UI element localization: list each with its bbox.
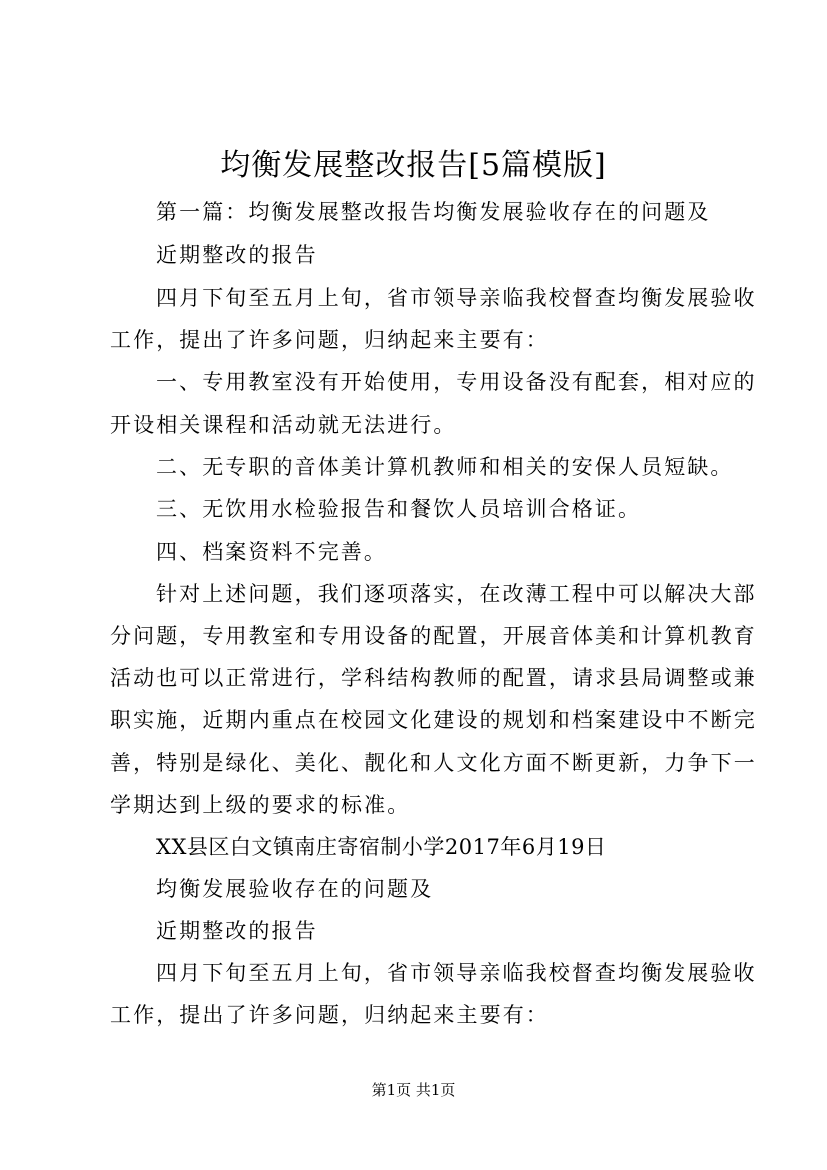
- paragraph-line: 四月下旬至五月上旬，省市领导亲临我校督查均衡发展验收: [156, 286, 757, 310]
- paragraph-line: 一、专用教室没有开始使用，专用设备没有配套，相对应的: [156, 370, 757, 394]
- paragraph-line: 近期整改的报告: [156, 243, 318, 267]
- paragraph-line: 第一篇：均衡发展整改报告均衡发展验收存在的问题及: [156, 200, 711, 224]
- paragraph-line: 四、档案资料不完善。: [156, 540, 387, 564]
- paragraph-line: 工作，提出了许多问题，归纳起来主要有：: [110, 328, 549, 352]
- paragraph-line: 三、无饮用水检验报告和餐饮人员培训合格证。: [156, 497, 642, 521]
- page-number-footer: 第1页 共1页: [371, 1081, 456, 1099]
- paragraph-line: 学期达到上级的要求的标准。: [110, 793, 411, 817]
- paragraph-line: 职实施，近期内重点在校园文化建设的规划和档案建设中不断完: [110, 708, 757, 732]
- paragraph-line: 善，特别是绿化、美化、靓化和人文化方面不断更新，力争下一: [110, 751, 757, 775]
- signature-line: XX县区白文镇南庄寄宿制小学2017年6月19日: [156, 835, 607, 859]
- paragraph-line: 活动也可以正常进行，学科结构教师的配置，请求县局调整或兼: [110, 666, 757, 690]
- paragraph-line: 四月下旬至五月上旬，省市领导亲临我校督查均衡发展验收: [156, 961, 757, 985]
- paragraph-line: 工作，提出了许多问题，归纳起来主要有：: [110, 1003, 549, 1027]
- paragraph-line: 近期整改的报告: [156, 919, 318, 943]
- document-title: 均衡发展整改报告[5篇模版]: [220, 148, 607, 183]
- paragraph-line: 针对上述问题，我们逐项落实，在改薄工程中可以解决大部: [156, 582, 757, 606]
- paragraph-line: 开设相关课程和活动就无法进行。: [110, 413, 457, 437]
- paragraph-line: 二、无专职的音体美计算机教师和相关的安保人员短缺。: [156, 455, 734, 479]
- paragraph-line: 分问题，专用教室和专用设备的配置，开展音体美和计算机教育: [110, 624, 757, 648]
- paragraph-line: 均衡发展验收存在的问题及: [156, 877, 434, 901]
